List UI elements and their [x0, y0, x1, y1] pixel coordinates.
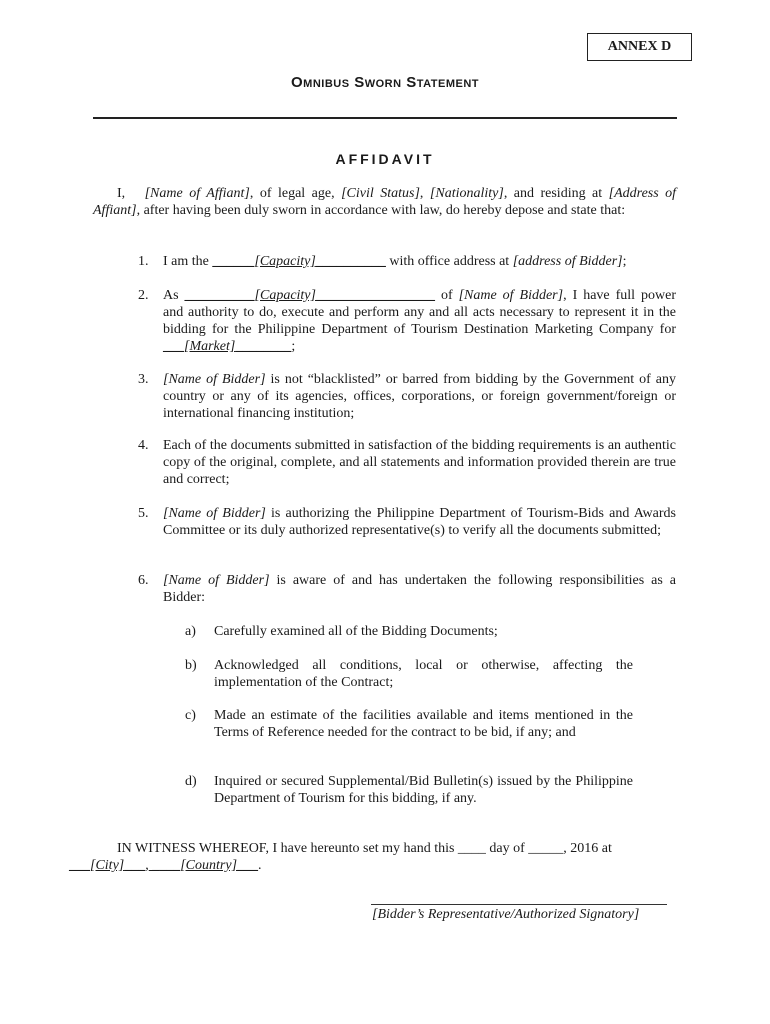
affidavit-heading: AFFIDAVIT — [335, 151, 435, 167]
sub-item: c) Made an estimate of the facilities available and items mentioned in the Terms of Reference needed for the contract to be bid, if any; and — [185, 708, 633, 740]
list-item: 4. Each of the documents submitted in satisfaction of the bidding requirements is an authentic copy of the original, complete, and all statements and information provided therein are true and correct; — [138, 438, 676, 487]
sub-item: d) Inquired or secured Supplemental/Bid Bulletin(s) issued by the Philippine Department of Tourism for this bidding, if any. — [185, 774, 633, 806]
signature-line — [371, 904, 667, 905]
document-title: Omnibus Sworn Statement — [291, 74, 479, 91]
intro-paragraph: I, [Name of Affiant], of legal age, [Civil Status], [Nationality], and residing at [Address of Affiant], after having been duly sworn in accordance with law, do hereby depose and state that: — [93, 186, 677, 218]
sub-item: a) Carefully examined all of the Bidding Documents; — [185, 624, 498, 639]
annex-label: ANNEX D — [587, 33, 692, 61]
list-item: 5. [Name of Bidder] is authorizing the Philippine Department of Tourism-Bids and Awards Committee or its duly authorized representative(s) to verify all the documents submitted; — [138, 506, 676, 538]
witness-paragraph: IN WITNESS WHEREOF, I have hereunto set my hand this ____ day of _____, 2016 at ___[City]___, ____[Country]___. — [69, 841, 612, 873]
list-item: 3. [Name of Bidder] is not “blacklisted” or barred from bidding by the Government of any country or any of its agencies, offices, corporations, or foreign government/foreign or international financing institution; — [138, 372, 677, 421]
title-rule — [93, 117, 677, 119]
list-item: 1. I am the ______[Capacity]__________ with office address at [address of Bidder]; — [138, 254, 627, 269]
list-item: 2. As __________[Capacity]_________________ of [Name of Bidder], I have full power and authority to do, execute and perform any and all acts necessary to represent it in the bidding for the Philippine Department of Tourism Destination Marketing Company for ___[Market]________; — [138, 288, 676, 354]
signatory-label: [Bidder’s Representative/Authorized Signatory] — [372, 907, 640, 922]
sub-item: b) Acknowledged all conditions, local or otherwise, affecting the implementation of the Contract; — [185, 658, 633, 690]
list-item: 6. [Name of Bidder] is aware of and has undertaken the following responsibilities as a Bidder: — [138, 573, 676, 605]
